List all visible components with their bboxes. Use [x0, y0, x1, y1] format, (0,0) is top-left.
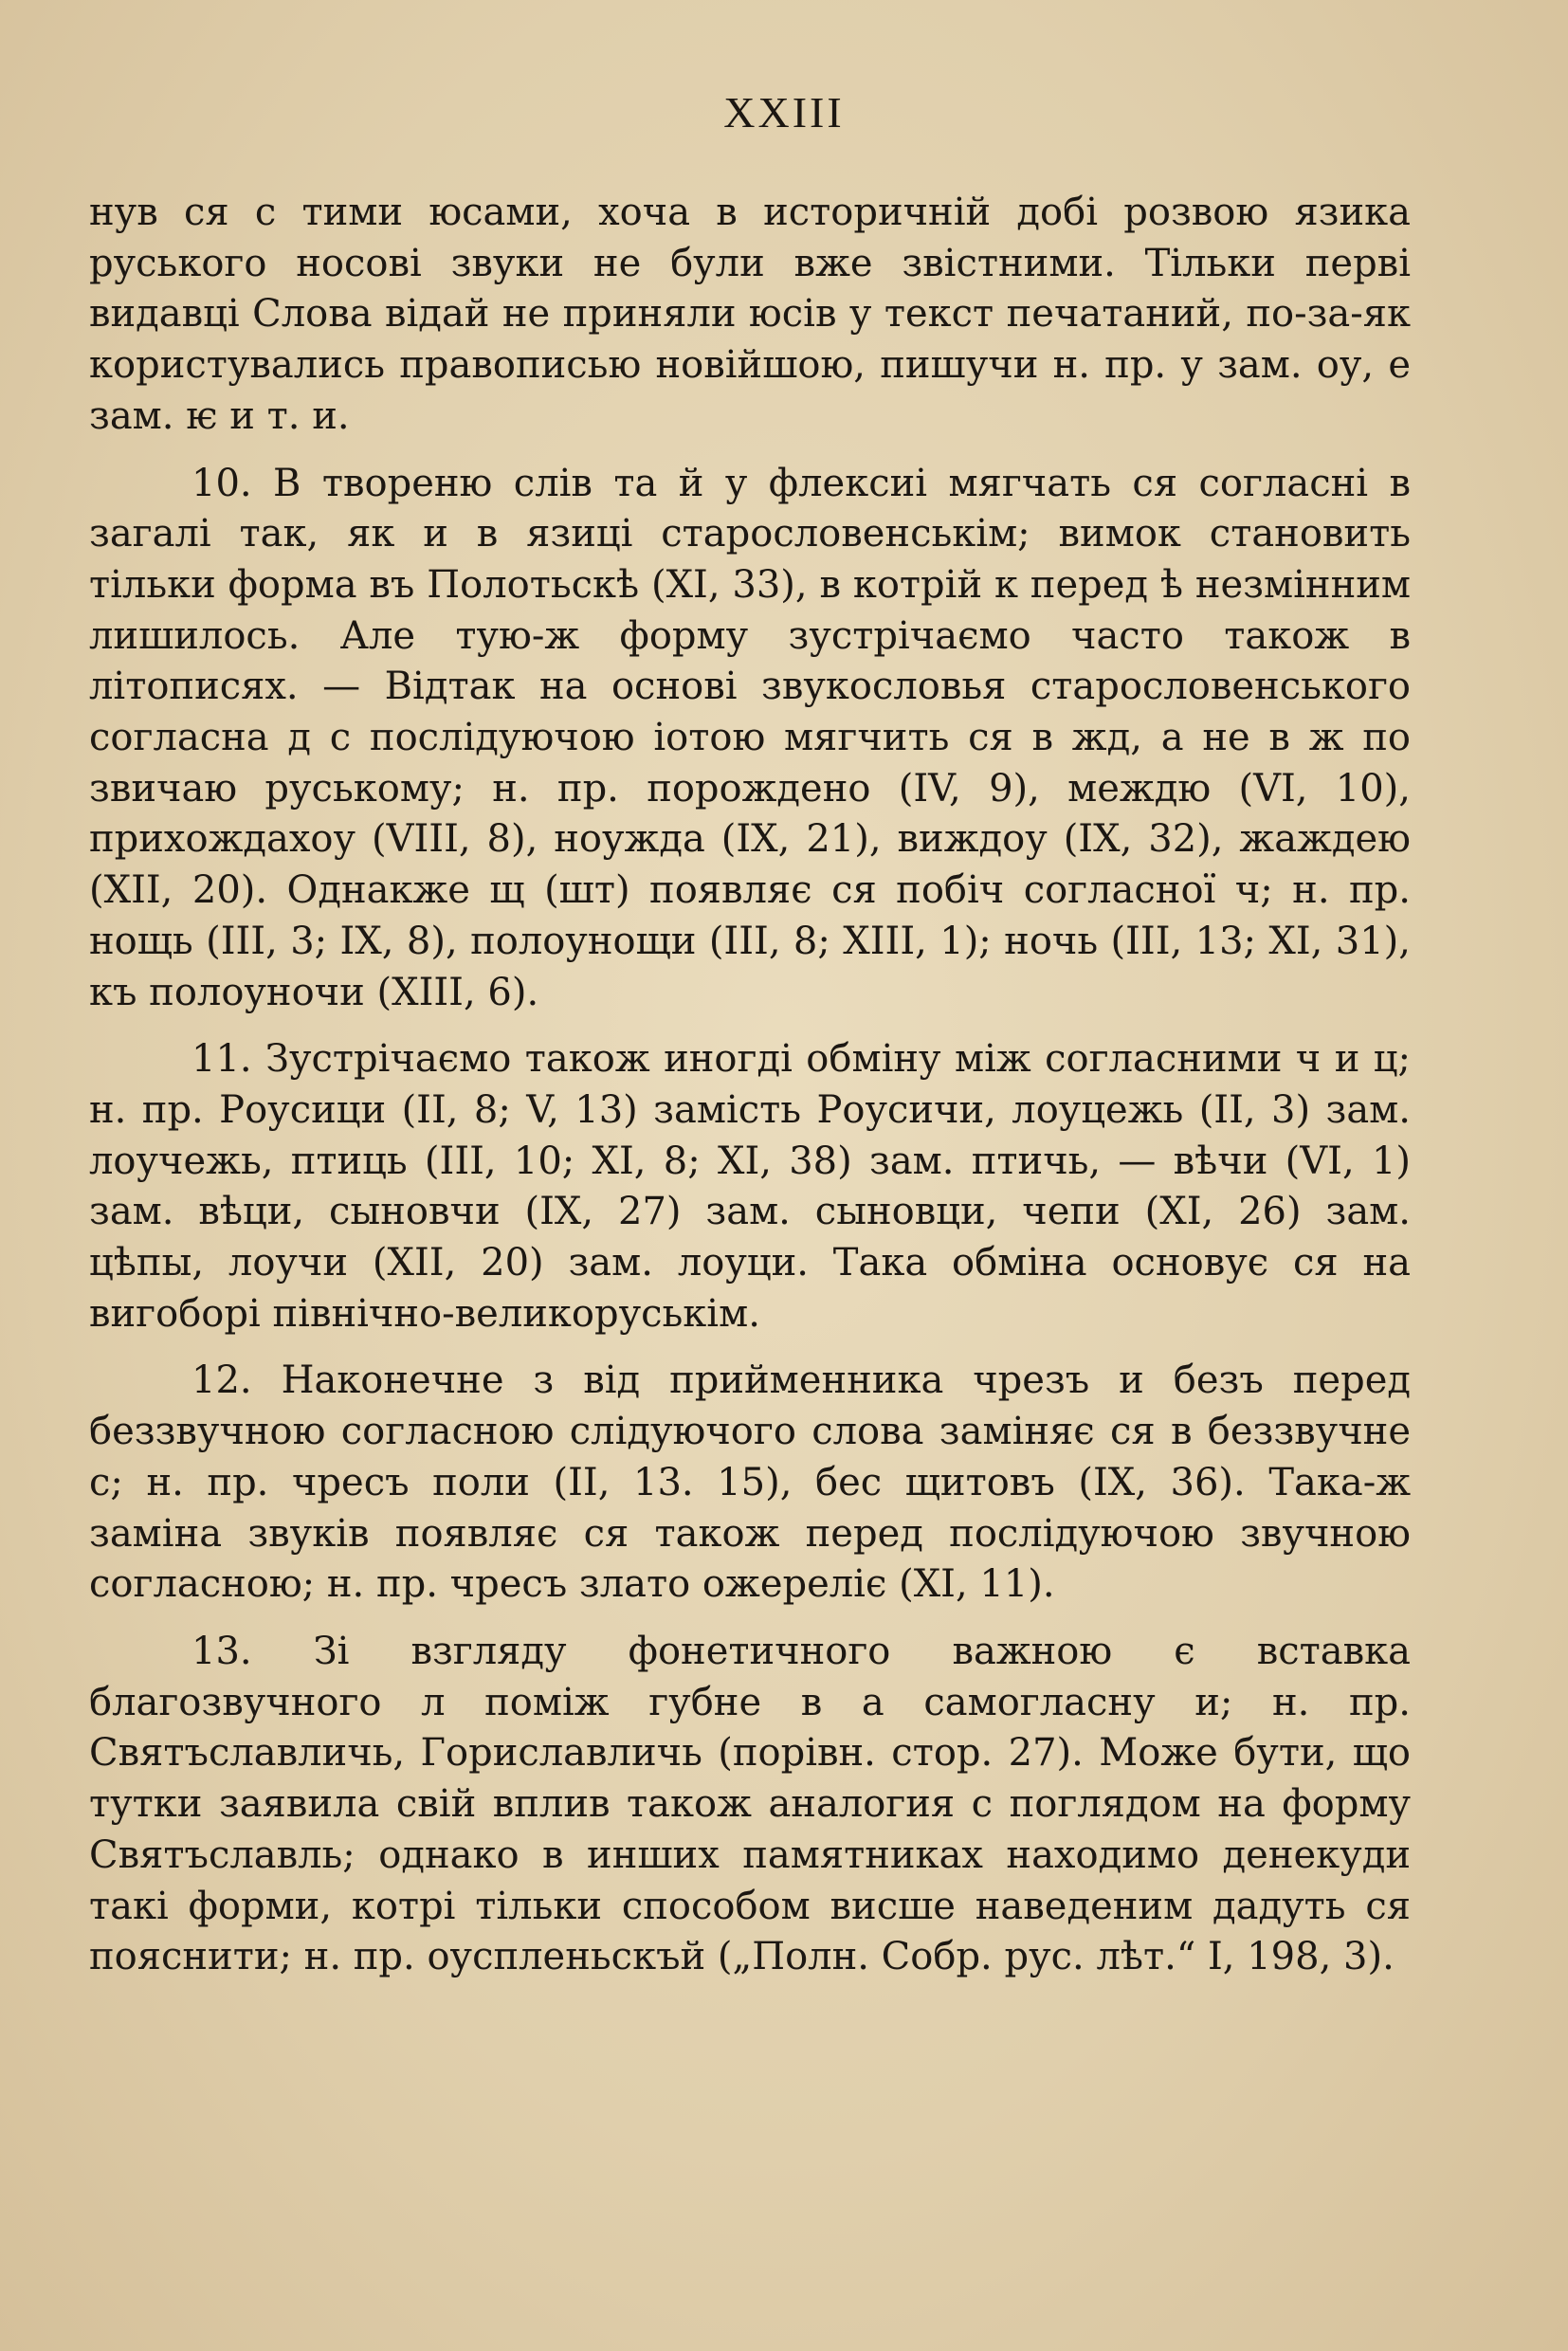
page-number: XXIII	[723, 88, 845, 137]
paragraph-continuation: нув ся с тими юсами, хоча в историчній добі розвою язика руського носові звуки не були вже звістними. Тільки перві видавці Слова відай не приняли юсів у текст печатаний, по-за-як користувались правописью новійшою, пишучи н. пр. у зам. оу, е зам. ѥ и т. и.	[89, 191, 1411, 438]
paragraph-13: 13. Зі взгляду фонетичного важною є вставка благозвучного л поміж губне в а самогласну и; н. пр. Святъславличь, Гориславличь (порівн. стор. 27). Може бути, що тутки заявила свій вплив також аналогия с поглядом на форму Святъславль; однако в инших памятниках находимо денекуди такі форми, котрі тільки способом висше наведеним дадуть ся пояснити; н. пр. оуспленьскъй („Полн. Собр. рус. лѣт.“ I, 198, 3).	[89, 1629, 1411, 1979]
paragraph-12: 12. Наконечне з від прийменника чрезъ и безъ перед беззвучною согласною слідуючого слова заміняє ся в беззвучне с; н. пр. чресъ поли (II, 13. 15), бес щитовъ (IX, 36). Така-ж заміна звуків появляє ся також перед послідуючою звучною согласною; н. пр. чресъ злато ожереліє (XI, 11).	[89, 1358, 1411, 1607]
body-text	[89, 188, 1411, 1983]
paragraph-10: 10. В твореню слів та й у флексиі мягчать ся согласні в загалі так, як и в язиці старословенськім; вимок становить тільки форма въ Полотьскѣ (XI, 33), в котрій к перед ѣ незмінним лишилось. Але тую-ж форму зустрічаємо часто також в літописях. — Відтак на основі звукословья старословенського согласна д с послідуючою іотою мягчить ся в жд, а не в ж по звичаю руському; н. пр. порождено (IV, 9), междю (VI, 10), прихождахоу (VIII, 8), ноужда (IX, 21), виждоу (IX, 32), жаждею (XII, 20). Однакже щ (шт) появляє ся побіч согласної ч; н. пр. нощь (III, 3; IX, 8), полоунощи (III, 8; XIII, 1); ночь (III, 13; XI, 31), къ полоуночи (XIII, 6).	[89, 461, 1411, 1014]
paragraph-11: 11. Зустрічаємо також иногді обміну між согласними ч и ц; н. пр. Роусици (II, 8; V, 13) замість Роусичи, лоуцежь (II, 3) зам. лоучежь, птиць (III, 10; XI, 8; XI, 38) зам. птичь, — вѣчи (VI, 1) зам. вѣци, сыновчи (IX, 27) зам. сыновци, чепи (XI, 26) зам. цѣпы, лоучи (XII, 20) зам. лоуци. Така обміна основує ся на вигоборі північно-великоруськім.	[89, 1037, 1411, 1336]
